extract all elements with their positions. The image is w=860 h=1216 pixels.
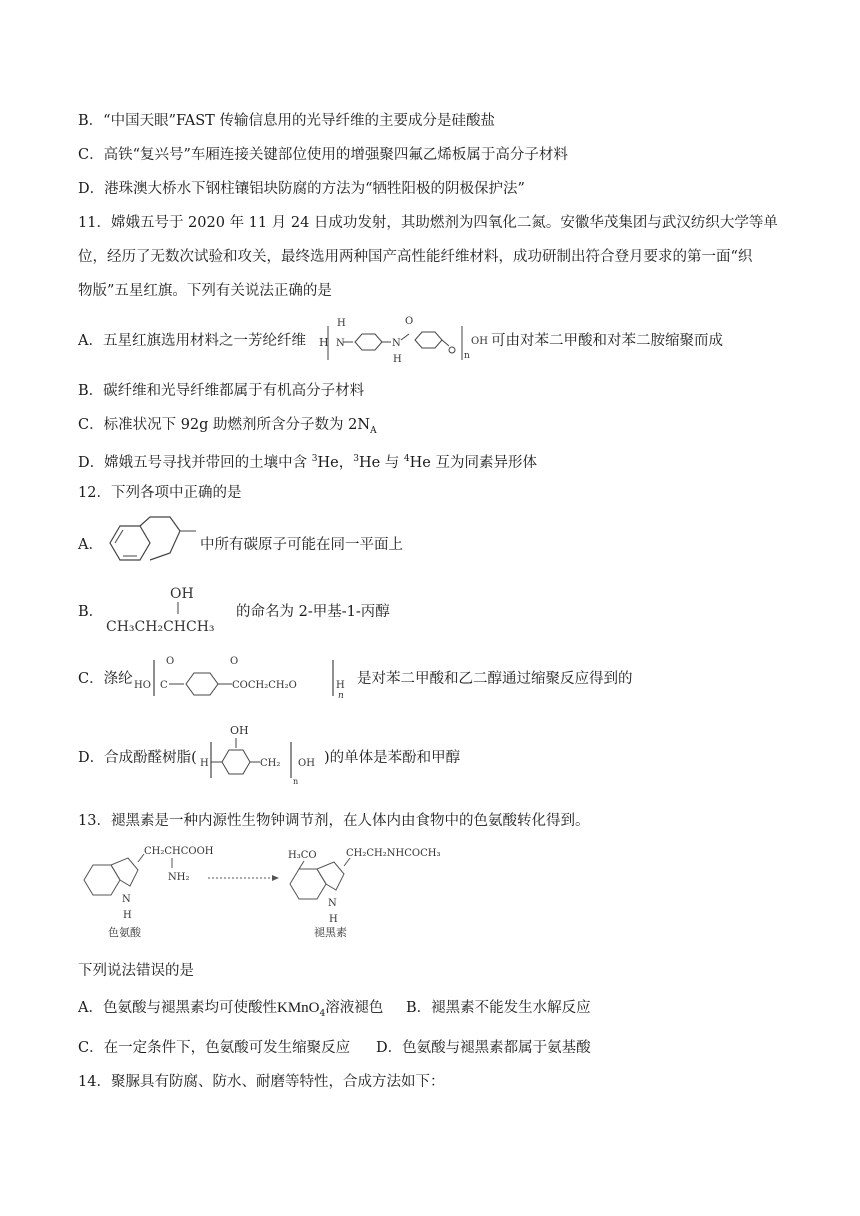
trp-name: 色氨酸 [108,926,141,939]
trp-h: H [123,910,132,921]
mel-h: H [329,914,338,925]
pet-o1: O [166,656,175,667]
option-12-d-prefix: D．合成酚醛树脂( [78,750,197,766]
tryptophan-to-melatonin-scheme [76,838,456,942]
mel-pyrrole [317,862,344,890]
pf-ring [222,750,250,774]
mel-n: N [328,898,337,909]
question-12: 12．下列各项中正确的是 [78,485,242,501]
pet-n: n [338,691,344,700]
butanol-oh: OH [170,586,194,602]
option-13-c: C．在一定条件下，色氨酸可发生缩聚反应 [78,1040,351,1056]
aramid-o: O [405,316,414,327]
option-12-b-prefix: B． [78,604,104,620]
option-13-a: A．色氨酸与褪黑素均可使酸性KMnO$_4$溶液褪色 [78,1000,384,1019]
aramid-h-top: H [337,318,346,329]
option-11-c: C．标准状况下 92g 助燃剂所含分子数为 $2N_A$ [78,417,377,436]
phenolic-resin-figure [198,720,324,788]
mel-benzene [290,869,326,899]
aramid-n: n [464,351,470,361]
pet-h: H [336,680,345,691]
option-12-d-suffix: )的单体是苯酚和甲醇 [324,750,461,766]
question-13: 13．褪黑素是一种内源性生物钟调节剂，在人体内由食物中的色氨酸转化得到。 [78,813,590,829]
pf-n: n [293,777,299,786]
aramid-n2: N [392,338,401,349]
question-11-line-1: 11．嫦娥五号于 2020 年 11 月 24 日成功发射，其助燃剂为四氧化二氮。安徽华茂集团与武汉纺织大学等单 [78,215,778,231]
aramid-ring-2 [415,332,442,348]
option-11-a-prefix: A．五星红旗选用材料之一芳纶纤维 [78,333,306,349]
mel-h3co: H₃CO [288,850,317,861]
aramid-oh: OH [471,336,488,347]
aramid-n1: N [336,338,345,349]
question-11-line-2: 位，经历了无数次试验和攻关，最终选用两种国产高性能纤维材料，成功研制出符合登月要求的第一面“织 [78,249,753,265]
aramid-h-bottom: H [393,354,402,365]
mel-name: 褪黑素 [314,926,347,939]
option-11-a-suffix: 可由对苯二甲酸和对苯二胺缩聚而成 [491,333,723,349]
option-11-b: B．碳纤维和光导纤维都属于有机高分子材料 [78,383,365,399]
aramid-h-left: H [319,336,329,349]
question-14: 14．聚脲具有防腐、防水、耐磨等特性，合成方法如下： [78,1074,445,1090]
option-10-d: D．港珠澳大桥水下钢柱镶铝块防腐的方法为“牺牲阳极的阴极保护法” [78,181,525,197]
pet-ho: HO [134,680,151,691]
pf-ohend: OH [298,758,315,769]
option-10-c: C．高铁“复兴号”车厢连接关键部位使用的增强聚四氟乙烯板属于高分子材料 [78,147,568,163]
butanol-chain: CH₃CH₂CHCH₃ [106,619,215,635]
pf-ch2: CH₂ [260,758,281,769]
butanol-structure-figure [104,578,240,636]
question-11-line-3: 物版”五星红旗。下列有关说法正确的是 [78,283,332,299]
pf-h: H [200,758,209,769]
option-12-c-prefix: C．涤纶 [78,671,133,687]
option-12-b-suffix: 的命名为 2-甲基-1-丙醇 [236,604,390,620]
pet-c: C [160,680,168,691]
pet-structure-figure [132,652,358,700]
option-12-a-suffix: 中所有碳原子可能在同一平面上 [200,537,403,553]
dihydronaphthalene-figure [104,513,200,573]
trp-pyrrole [111,858,138,886]
saturated-ring [140,517,180,560]
option-12-a-prefix: A． [78,537,103,553]
pet-ester: COCH₂CH₂O [232,680,297,691]
trp-n: N [122,894,131,905]
option-13-d: D．色氨酸与褪黑素都属于氨基酸 [376,1040,591,1056]
pet-ring [186,673,218,695]
pf-oh: OH [230,724,249,737]
option-12-c-suffix: 是对苯二甲酸和乙二醇通过缩聚反应得到的 [357,671,633,687]
option-11-d: D．嫦娥五号寻找并带回的土壤中含 $^3$He，$^3$He 与 $^4$He 互为同素异形体 [78,454,537,471]
trp-nh2: NH₂ [168,872,190,883]
aramid-ring-1 [355,334,382,350]
trp-side-chain: CH₂CHCOOH [144,846,214,857]
pet-o2: O [230,656,239,667]
trp-benzene [84,865,120,895]
question-13-prompt: 下列说法错误的是 [78,963,194,979]
mel-side-chain: CH₂CH₂NHCOCH₃ [346,848,441,859]
option-10-b: B．“中国天眼”FAST 传输信息用的光导纤维的主要成分是硅酸盐 [78,113,495,129]
aramid-structure-figure [315,312,491,368]
option-13-b: B．褪黑素不能发生水解反应 [406,1000,591,1016]
aromatic-ring [110,526,150,560]
